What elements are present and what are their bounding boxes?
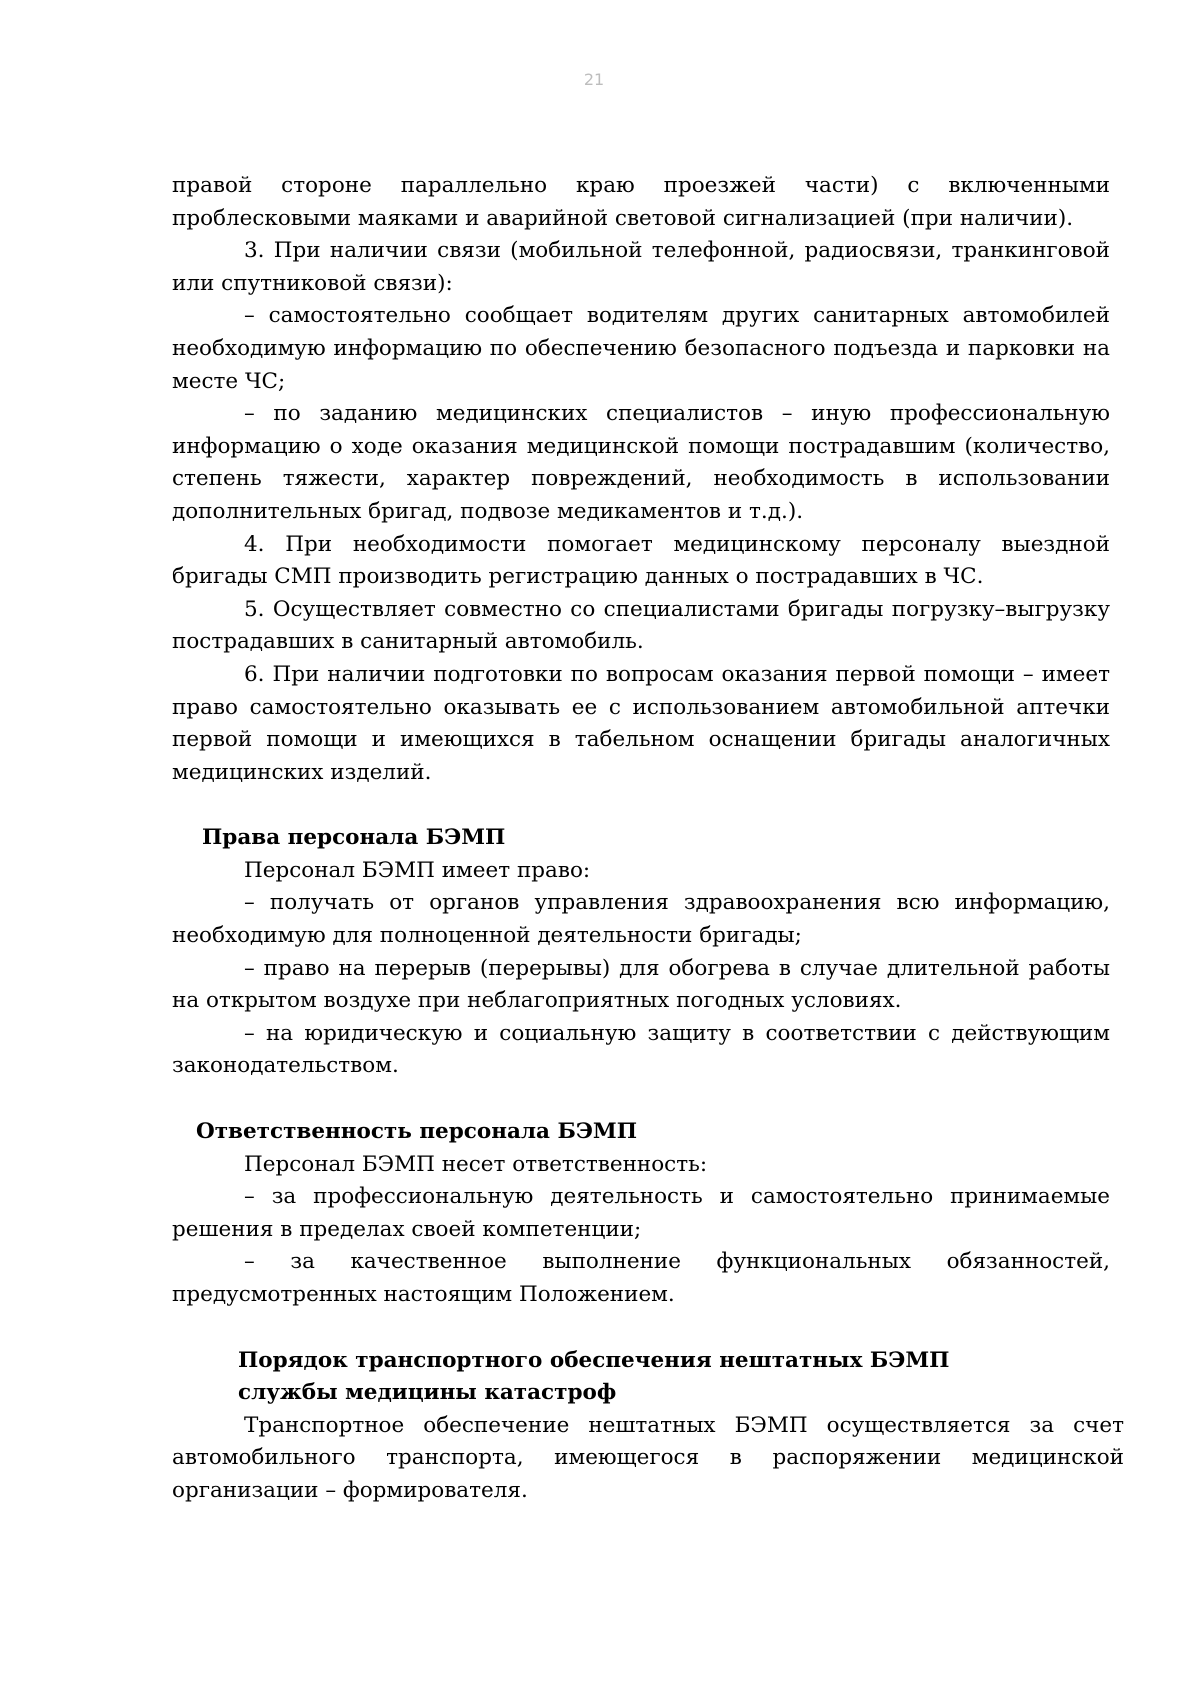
paragraph-item-3: 3. При наличии связи (мобильной телефонной, радиосвязи, транкинговой или спутниковой связи):: [172, 238, 1110, 296]
paragraph-item-4: 4. При необходимости помогает медицинскому персоналу выездной бригады СМП производить регистрацию данных о пострадавших в ЧС.: [172, 531, 1110, 590]
paragraph-rights-intro: Персонал БЭМП имеет право:: [244, 857, 591, 883]
document-body: [172, 170, 1124, 1508]
paragraph-responsibility-intro: Персонал БЭМП несет ответственность:: [244, 1151, 708, 1177]
paragraph-item-5: 5. Осуществляет совместно со специалистами бригады погрузку–выгрузку пострадавших в санитарный автомобиль.: [172, 596, 1110, 655]
paragraph-continuation: правой стороне параллельно краю проезжей части) с включенными проблесковыми маяками и аварийной световой сигнализацией (при наличии).: [172, 173, 1110, 231]
section-spacer: [172, 1312, 1110, 1345]
list-item-dash: – самостоятельно сообщает водителям других санитарных автомобилей необходимую информацию по обеспечению безопасного подъезда и парковки на месте ЧС;: [172, 303, 1110, 394]
list-item-dash: – за качественное выполнение функциональных обязанностей, предусмотренных настоящим Положением.: [172, 1249, 1110, 1307]
section-spacer: [172, 789, 1110, 822]
section-heading-rights: Права персонала БЭМП: [202, 825, 506, 851]
list-item-dash: – на юридическую и социальную защиту в соответствии с действующим законодательством.: [172, 1020, 1110, 1079]
list-item-dash: – право на перерыв (перерывы) для обогрева в случае длительной работы на открытом воздухе при неблагоприятных погодных условиях.: [172, 955, 1110, 1014]
list-item-dash: – за профессиональную деятельность и самостоятельно принимаемые решения в пределах своей компетенции;: [172, 1184, 1110, 1242]
paragraph-transport: Транспортное обеспечение нештатных БЭМП осуществляется за счет автомобильного транспорта, имеющегося в распоряжении медицинской организации – формирователя.: [172, 1412, 1124, 1503]
section-heading-transport-line2: службы медицины катастроф: [238, 1380, 617, 1406]
list-item-dash: – получать от органов управления здравоохранения всю информацию, необходимую для полноценной деятельности бригады;: [172, 890, 1110, 949]
section-heading-responsibility: Ответственность персонала БЭМП: [196, 1119, 638, 1145]
list-item-dash: – по заданию медицинских специалистов – иную профессиональную информацию о ходе оказания медицинской помощи пострадавшим (количество, степень тяжести, характер повреждений, необходимость в использовании дополнительных бригад, подвозе медикаментов и т.д.).: [172, 401, 1110, 524]
section-spacer: [172, 1083, 1110, 1116]
page-number: 21: [583, 70, 605, 89]
section-heading-transport: Порядок транспортного обеспечения нештатных БЭМП: [238, 1347, 950, 1373]
paragraph-item-6: 6. При наличии подготовки по вопросам оказания первой помощи – имеет право самостоятельно оказывать ее с использованием автомобильной аптечки первой помощи и имеющихся в табельном оснащении бригады аналогичных медицинских изделий.: [172, 661, 1110, 785]
